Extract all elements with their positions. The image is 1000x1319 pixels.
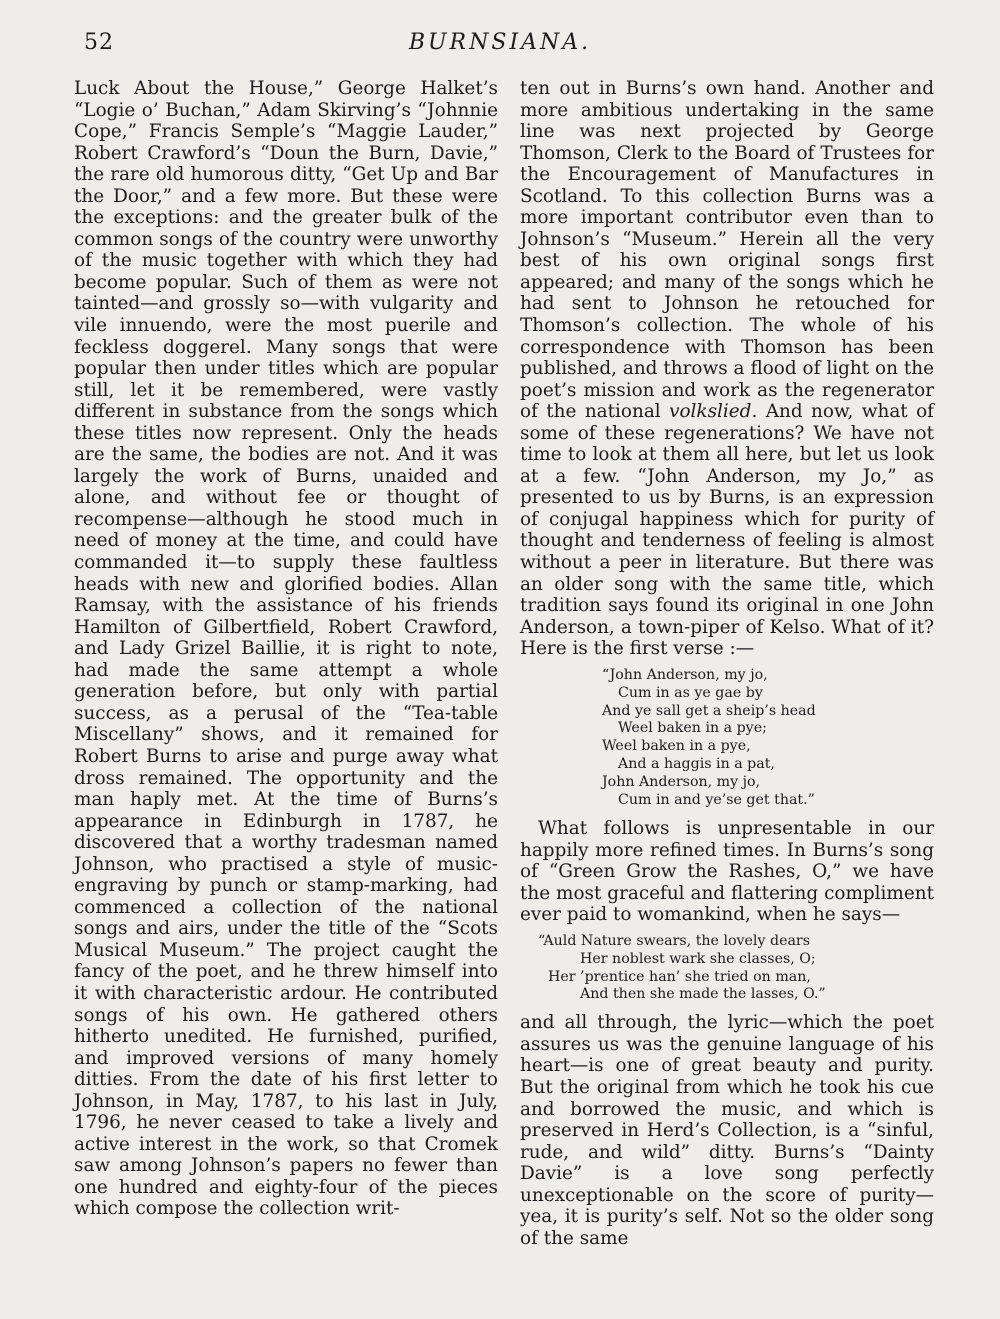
verse-john-anderson xyxy=(520,667,934,810)
verse-line: Weel baken in a pye; xyxy=(618,720,767,737)
paragraph-1-text-a: ten out in Burns’s own hand. Another and more ambitious undertaking in the same line was next projected by George Thomson, Clerk to the Board of Trustees for the Encouragement of Manufactures in Scotland. To this collection Burns was a more important contributor even than to Johnson’s “Museum.” Herein all the very best of his own original songs first appeared; and many of the songs which he had sent to Johnson he retouched for Thomson’s collection. The whole of his correspondence with Thomson has been published, and throws a flood of light on the poet’s mission and work as the regenerator of the national xyxy=(520,78,934,423)
right-column xyxy=(520,78,934,1249)
volkslied-term: volkslied xyxy=(669,401,752,423)
verse-line: Her noblest wark she classes, O; xyxy=(580,950,816,967)
verse-line: Cum in as ye gae by xyxy=(618,684,763,701)
paragraph-1-text-b: . And now, what of some of these regenerations? We have not time to look at them all here, but let us look at a few. “John Anderson, my Jo,” as presented to us by Burns, is an expression of conjugal happiness which for purity of thought and tenderness of feeling is almost without a peer in literature. But there was an older song with the same title, which tradition says found its original in one John Anderson, a town-piper of Kelso. What of it? Here is the first verse :— xyxy=(520,401,934,660)
verse-line: John Anderson, my jo, xyxy=(602,774,761,791)
left-paragraph: Luck About the House,” George Halket’s “Logie o’ Buchan,” Adam Skirving’s “Johnnie Cope,” Francis Semple’s “Maggie Lauder,” Robert Crawford’s “Doun the Burn, Davie,” the rare old humorous ditty, “Get Up and Bar the Door,” and a few more. But these were the exceptions: and the greater bulk of the common songs of the country were unworthy of the music together with which they had become popular. Such of them as were not tainted—and grossly so—with vulgarity and vile innuendo, were the most puerile and feckless doggerel. Many songs that were popular then under titles which are popular still, let it be remembered, were vastly different in substance from the songs which these titles now represent. Only the heads are the same, the bodies are not. And it was largely the work of Burns, unaided and alone, and without fee or thought of recompense—although he stood much in need of money at the time, and could have commanded it—to supply these faultless heads with new and glorified bodies. Allan Ramsay, with the assistance of his friends Hamilton of Gilbertfield, Robert Crawford, and Lady Grizel Baillie, it is right to note, had made the same attempt a whole generation before, but only with partial success, as a perusal of the “Tea-table Miscellany” shows, and it remained for Robert Burns to arise and purge away what dross remained. The opportunity and the man haply met. At the time of Burns’s appearance in Edinburgh in 1787, he discovered that a worthy tradesman named Johnson, who practised a style of music-engraving by punch or stamp-marking, had commenced a collection of the national songs and airs, under the title of the “Scots Musical Museum.” The project caught the fancy of the poet, and he threw himself into it with characteristic ardour. He contributed songs of his own. He gathered others hitherto unedited. He furnished, purified, and improved versions of many homely ditties. From the date of his first letter to Johnson, in May, 1787, to his last in July, 1796, he never ceased to take a lively and active interest in the work, so that Cromek saw among Johnson’s papers no fewer than one hundred and eighty-four of the pieces which compose the collection writ- xyxy=(74,78,498,1220)
right-paragraph-3: and all through, the lyric—which the poet assures us was the genuine language of his heart—is one of great beauty and purity. But the original from which he took his cue and borrowed the music, and which is preserved in Herd’s Collection, is a “sinful, rude, and wild” ditty. Burns’s “Dainty Davie” is a love song perfectly unexceptionable on the score of purity—yea, it is purity’s self. Not so the older song of the same xyxy=(520,1012,934,1249)
verse-line: Her ’prentice han’ she tried on man, xyxy=(548,968,811,985)
right-paragraph-1 xyxy=(520,78,934,660)
verse-line: “John Anderson, my jo, xyxy=(602,666,768,683)
verse-line: “Auld Nature swears, the lovely dears xyxy=(538,932,810,949)
verse-line: Cum in and ye’se get that.” xyxy=(618,792,815,809)
verse-line: And then she made the lasses, O.” xyxy=(580,986,826,1003)
verse-line: Weel baken in a pye, xyxy=(602,738,751,755)
right-paragraph-2: What follows is unpresentable in our happily more refined times. In Burns’s song of “Green Grow the Rashes, O,” we have the most graceful and flattering compliment ever paid to womankind, when he says— xyxy=(520,818,934,926)
verse-line: And a haggis in a pat, xyxy=(618,756,775,773)
running-head: BURNSIANA. xyxy=(408,30,592,55)
verse-green-grow-the-rashes xyxy=(520,933,934,1005)
left-column xyxy=(74,78,498,1220)
page-number: 52 xyxy=(84,30,114,55)
verse-line: And ye sall get a sheip’s head xyxy=(602,702,816,719)
